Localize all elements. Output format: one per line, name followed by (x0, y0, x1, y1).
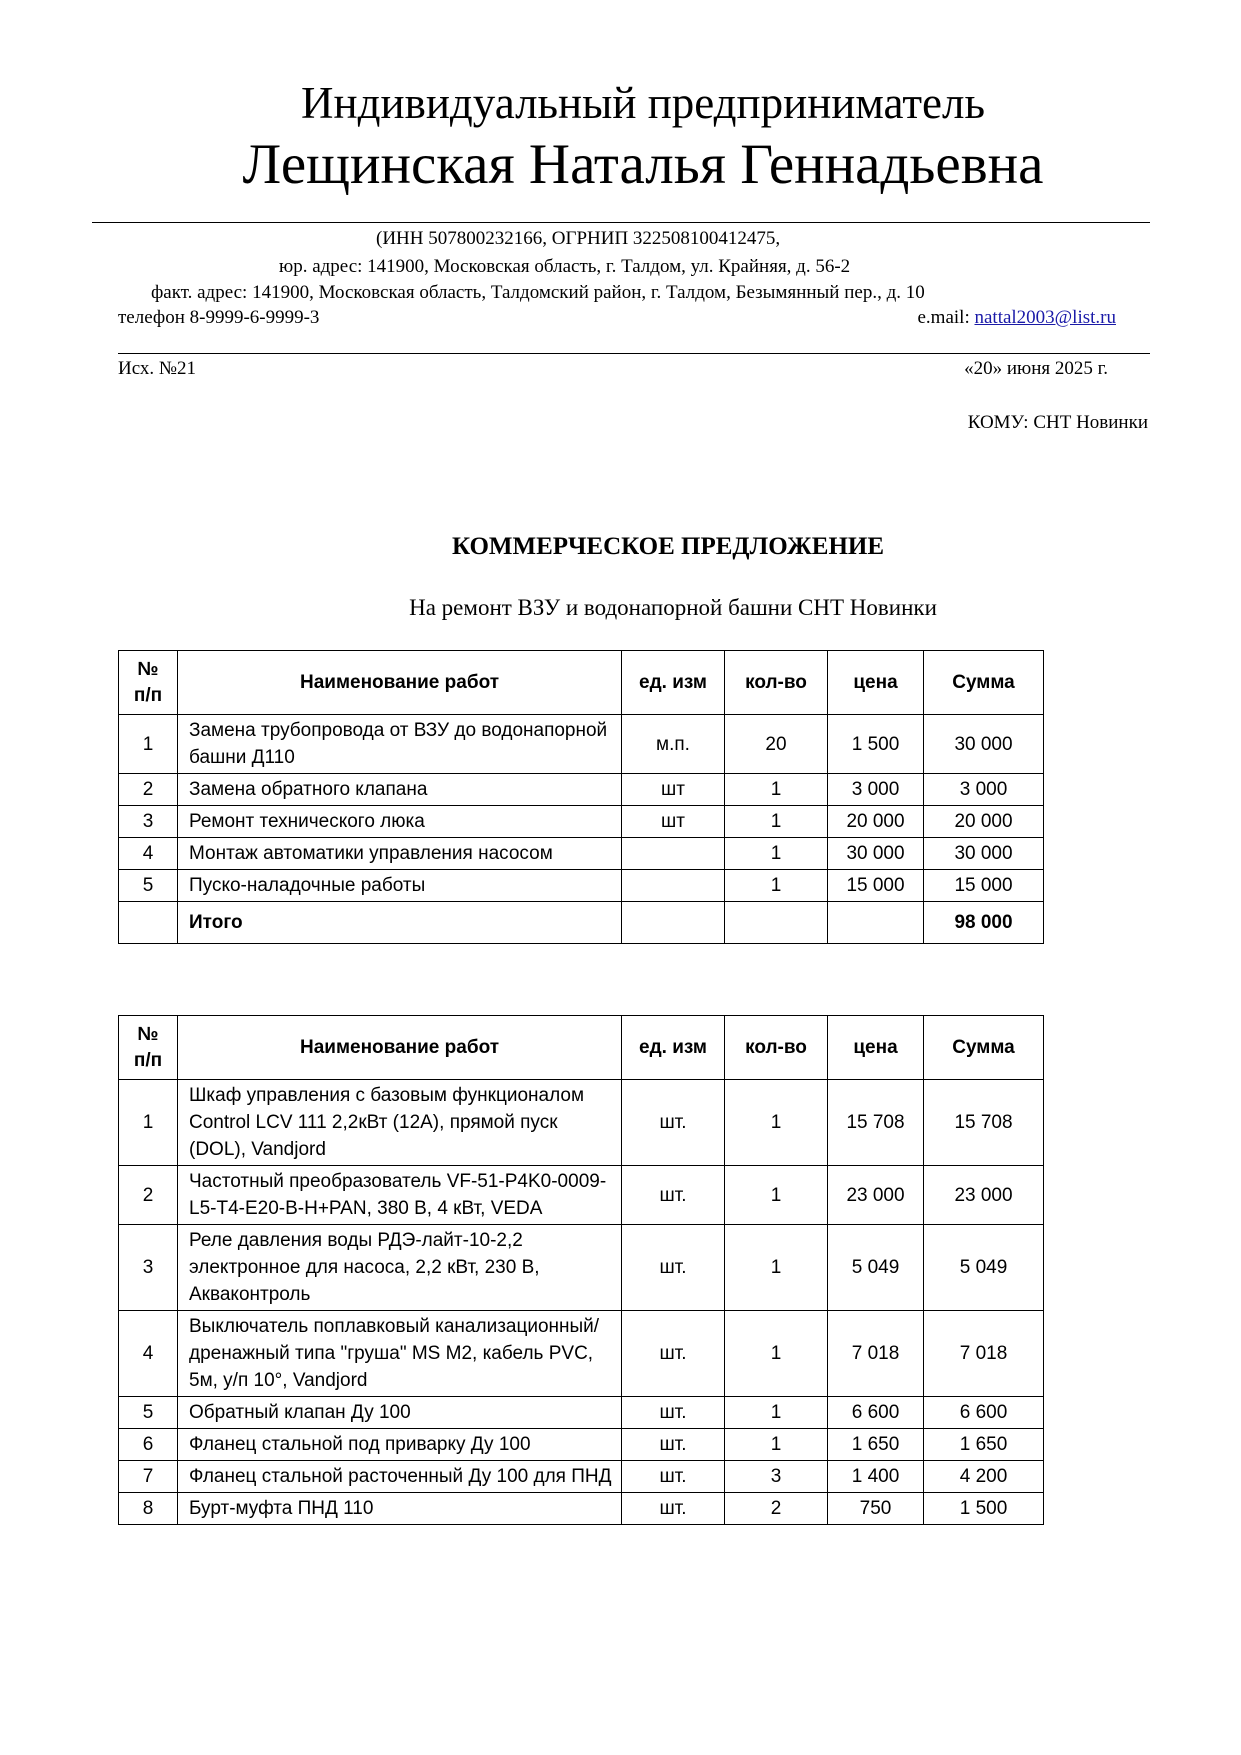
cell-price: 1 500 (828, 715, 924, 774)
cell-name: Обратный клапан Ду 100 (178, 1397, 622, 1429)
table-row (119, 1311, 1044, 1397)
works-table (118, 650, 1044, 944)
cell-price: 3 000 (828, 774, 924, 806)
materials-table (118, 1015, 1044, 1525)
actual-address: факт. адрес: 141900, Московская область, Талдомский район, г. Талдом, Безымянный пер., д. 10 (151, 282, 925, 303)
table-row (119, 774, 1044, 806)
cell-name: Шкаф управления с базовым функционалом Control LCV 111 2,2кВт (12A), прямой пуск (DOL), Vandjord (178, 1080, 622, 1166)
cell-unit: шт (622, 806, 725, 838)
cell-sum: 30 000 (924, 715, 1044, 774)
cell-sum: 23 000 (924, 1166, 1044, 1225)
col-sum: Сумма (924, 1016, 1044, 1080)
table-row (119, 838, 1044, 870)
cell-num: 1 (119, 715, 178, 774)
outgoing-number: Исх. №21 (118, 358, 197, 379)
cell-empty (828, 902, 924, 944)
cell-qty: 20 (725, 715, 828, 774)
cell-sum: 1 500 (924, 1493, 1044, 1525)
table-row (119, 1166, 1044, 1225)
table-row (119, 1397, 1044, 1429)
cell-name: Монтаж автоматики управления насосом (178, 838, 622, 870)
cell-name: Бурт-муфта ПНД 110 (178, 1493, 622, 1525)
cell-name: Фланец стальной под приварку Ду 100 (178, 1429, 622, 1461)
document-heading: КОММЕРЧЕСКОЕ ПРЕДЛОЖЕНИЕ (451, 533, 885, 560)
phone-line: телефон 8-9999-6-9999-3 (118, 307, 320, 328)
total-label: Итого (178, 902, 622, 944)
cell-num: 1 (119, 1080, 178, 1166)
col-name: Наименование работ (178, 651, 622, 715)
table-row (119, 1461, 1044, 1493)
col-qty: кол-во (725, 1016, 828, 1080)
cell-sum: 3 000 (924, 774, 1044, 806)
cell-unit: шт. (622, 1397, 725, 1429)
cell-qty: 1 (725, 838, 828, 870)
header-divider (92, 222, 1150, 223)
cell-name: Фланец стальной расточенный Ду 100 для ПНД (178, 1461, 622, 1493)
cell-name: Выключатель поплавковый канализационный/дренажный типа "груша" MS M2, кабель PVC, 5м, у/п 10°, Vandjord (178, 1311, 622, 1397)
cell-num: 5 (119, 1397, 178, 1429)
total-value: 98 000 (924, 902, 1044, 944)
cell-qty: 2 (725, 1493, 828, 1525)
cell-num: 2 (119, 1166, 178, 1225)
cell-unit: шт. (622, 1493, 725, 1525)
cell-unit: шт. (622, 1166, 725, 1225)
cell-sum: 15 708 (924, 1080, 1044, 1166)
cell-qty: 1 (725, 870, 828, 902)
cell-unit: шт. (622, 1429, 725, 1461)
recipient: КОМУ: СНТ Новинки (967, 412, 1148, 433)
col-num: № п/п (119, 1016, 178, 1080)
cell-num: 7 (119, 1461, 178, 1493)
cell-price: 1 400 (828, 1461, 924, 1493)
cell-unit (622, 838, 725, 870)
cell-qty: 1 (725, 1225, 828, 1311)
cell-sum: 20 000 (924, 806, 1044, 838)
table-row (119, 1080, 1044, 1166)
col-price: цена (828, 651, 924, 715)
cell-name: Замена обратного клапана (178, 774, 622, 806)
cell-name: Пуско-наладочные работы (178, 870, 622, 902)
cell-price: 15 000 (828, 870, 924, 902)
cell-qty: 1 (725, 1311, 828, 1397)
col-qty: кол-во (725, 651, 828, 715)
cell-qty: 3 (725, 1461, 828, 1493)
email-link[interactable]: nattal2003@list.ru (974, 307, 1116, 328)
table-row (119, 1225, 1044, 1311)
cell-num: 8 (119, 1493, 178, 1525)
cell-unit: шт. (622, 1311, 725, 1397)
document-subheading: На ремонт ВЗУ и водонапорной башни СНТ Новинки (409, 595, 937, 620)
cell-num: 3 (119, 806, 178, 838)
cell-qty: 1 (725, 1080, 828, 1166)
cell-sum: 1 650 (924, 1429, 1044, 1461)
contact-divider (118, 353, 1150, 354)
cell-name: Частотный преобразователь VF-51-P4K0-0009-L5-T4-E20-B-H+PAN, 380 В, 4 кВт, VEDA (178, 1166, 622, 1225)
email-line (918, 307, 1117, 329)
cell-sum: 5 049 (924, 1225, 1044, 1311)
cell-sum: 30 000 (924, 838, 1044, 870)
cell-unit: м.п. (622, 715, 725, 774)
cell-name: Ремонт технического люка (178, 806, 622, 838)
cell-unit: шт. (622, 1461, 725, 1493)
cell-price: 15 708 (828, 1080, 924, 1166)
cell-price: 23 000 (828, 1166, 924, 1225)
cell-num: 2 (119, 774, 178, 806)
table-row (119, 1429, 1044, 1461)
cell-price: 6 600 (828, 1397, 924, 1429)
cell-qty: 1 (725, 806, 828, 838)
col-sum: Сумма (924, 651, 1044, 715)
cell-unit: шт. (622, 1225, 725, 1311)
cell-price: 750 (828, 1493, 924, 1525)
col-unit: ед. изм (622, 651, 725, 715)
cell-empty (119, 902, 178, 944)
cell-sum: 4 200 (924, 1461, 1044, 1493)
cell-num: 5 (119, 870, 178, 902)
cell-qty: 1 (725, 774, 828, 806)
cell-empty (725, 902, 828, 944)
document-date: «20» июня 2025 г. (964, 358, 1108, 379)
cell-name: Реле давления воды РДЭ-лайт-10-2,2 электронное для насоса, 2,2 кВт, 230 В, Акваконтроль (178, 1225, 622, 1311)
cell-unit: шт (622, 774, 725, 806)
cell-price: 7 018 (828, 1311, 924, 1397)
col-unit: ед. изм (622, 1016, 725, 1080)
total-row (119, 902, 1044, 944)
table-row (119, 806, 1044, 838)
cell-num: 6 (119, 1429, 178, 1461)
cell-price: 5 049 (828, 1225, 924, 1311)
email-label: e.mail: (917, 307, 975, 328)
table-header-row (119, 651, 1044, 715)
cell-sum: 15 000 (924, 870, 1044, 902)
col-price: цена (828, 1016, 924, 1080)
cell-qty: 1 (725, 1429, 828, 1461)
legal-address: юр. адрес: 141900, Московская область, г. Талдом, ул. Крайняя, д. 56-2 (279, 256, 851, 277)
cell-qty: 1 (725, 1166, 828, 1225)
cell-num: 4 (119, 838, 178, 870)
table-row (119, 870, 1044, 902)
col-num: № п/п (119, 651, 178, 715)
cell-num: 3 (119, 1225, 178, 1311)
cell-sum: 6 600 (924, 1397, 1044, 1429)
cell-num: 4 (119, 1311, 178, 1397)
cell-empty (622, 902, 725, 944)
cell-name: Замена трубопровода от ВЗУ до водонапорной башни Д110 (178, 715, 622, 774)
cell-price: 20 000 (828, 806, 924, 838)
table-header-row (119, 1016, 1044, 1080)
table-row (119, 715, 1044, 774)
inn-line: (ИНН 507800232166, ОГРНИП 322508100412475, (376, 228, 781, 249)
cell-sum: 7 018 (924, 1311, 1044, 1397)
cell-unit (622, 870, 725, 902)
cell-unit: шт. (622, 1080, 725, 1166)
cell-price: 30 000 (828, 838, 924, 870)
cell-price: 1 650 (828, 1429, 924, 1461)
table-row (119, 1493, 1044, 1525)
letterhead-title: Индивидуальный предприниматель (301, 78, 985, 128)
col-name: Наименование работ (178, 1016, 622, 1080)
cell-qty: 1 (725, 1397, 828, 1429)
entrepreneur-name: Лещинская Наталья Геннадьевна (242, 133, 1044, 196)
